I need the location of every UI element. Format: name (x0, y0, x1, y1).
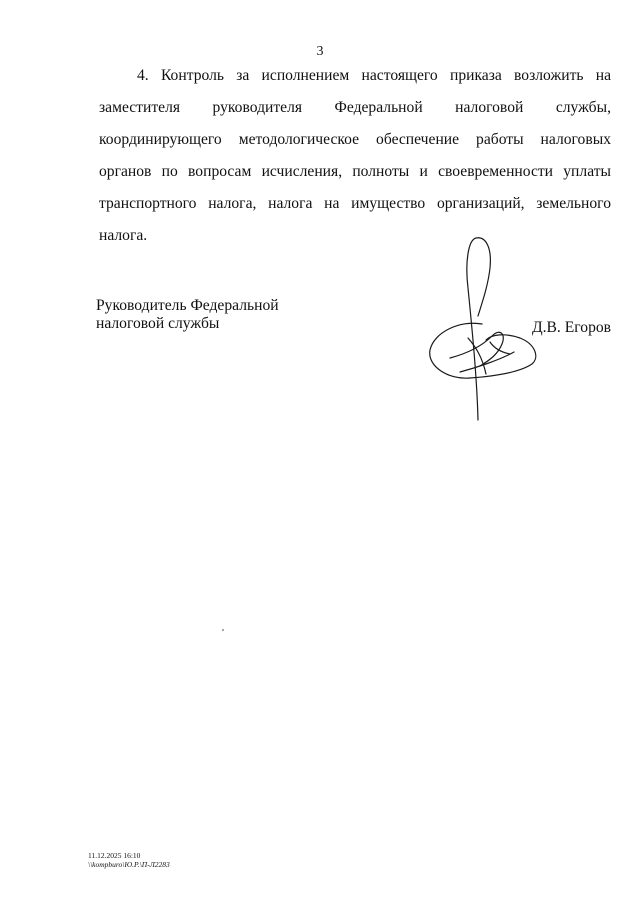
signatory-position-line1: Руководитель Федеральной (96, 297, 279, 314)
signatory-name: Д.В. Егоров (532, 319, 612, 336)
footer-reference: \\kompburo\Ю.Р.\П-Л2283 (88, 860, 170, 869)
handwritten-signature (420, 228, 550, 428)
signatory-position (96, 297, 279, 333)
scan-speck (222, 629, 224, 631)
signatory-position-line2: налоговой службы (96, 315, 220, 332)
footer-timestamp: 11.12.2025 16:10 (88, 851, 141, 860)
document-footer (88, 851, 170, 869)
order-paragraph: 4. Контроль за исполнением настоящего приказа возложить на заместителя руководителя Федеральной налоговой службы, координирующего методологическое обеспечение работы налоговых органов по вопросам исчисления, полноты и своевременности уплаты транспортного налога, налога на имущество организаций, земельного налога. (99, 67, 611, 244)
page-number: 3 (316, 44, 324, 59)
